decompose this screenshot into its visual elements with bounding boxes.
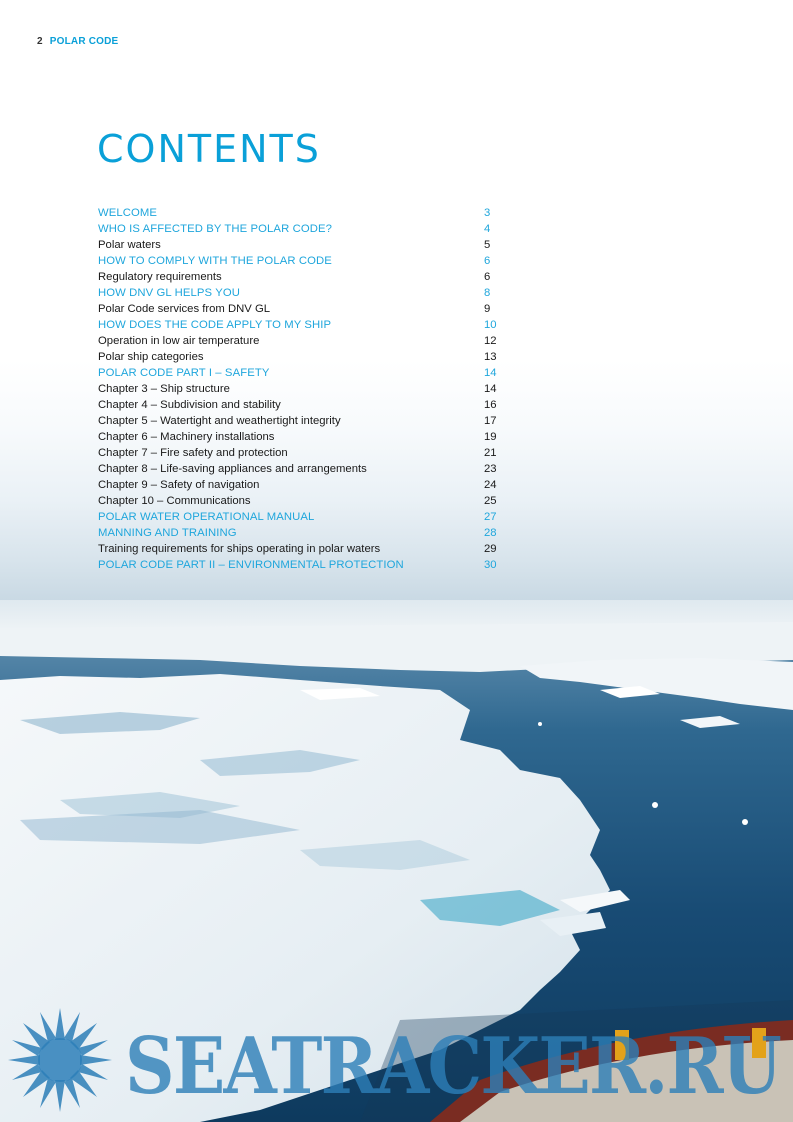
- toc-entry-page: 25: [484, 495, 497, 507]
- toc-entry-label: MANNING AND TRAINING: [98, 527, 237, 539]
- toc-entry-label: Chapter 3 – Ship structure: [98, 383, 230, 395]
- toc-subsection-entry[interactable]: [98, 349, 498, 365]
- running-head-title: POLAR CODE: [49, 36, 119, 47]
- toc-subsection-entry[interactable]: [98, 445, 498, 461]
- toc-entry-page: 14: [484, 383, 497, 395]
- toc-entry-page: 10: [484, 319, 497, 331]
- toc-section-entry[interactable]: [98, 509, 498, 525]
- toc-entry-label: Chapter 10 – Communications: [98, 495, 251, 507]
- toc-entry-label: POLAR WATER OPERATIONAL MANUAL: [98, 511, 315, 523]
- toc-entry-page: 29: [484, 543, 497, 555]
- toc-section-entry[interactable]: [98, 285, 498, 301]
- toc-entry-label: Polar waters: [98, 239, 161, 251]
- toc-entry-label: Chapter 4 – Subdivision and stability: [98, 399, 281, 411]
- toc-subsection-entry[interactable]: [98, 429, 498, 445]
- toc-entry-label: POLAR CODE PART I – SAFETY: [98, 367, 270, 379]
- toc-section-entry[interactable]: [98, 253, 498, 269]
- toc-subsection-entry[interactable]: [98, 381, 498, 397]
- toc-entry-label: HOW TO COMPLY WITH THE POLAR CODE: [98, 255, 332, 267]
- table-of-contents: [98, 205, 498, 573]
- toc-section-entry[interactable]: [98, 525, 498, 541]
- toc-subsection-entry[interactable]: [98, 413, 498, 429]
- toc-subsection-entry[interactable]: [98, 269, 498, 285]
- watermark: [0, 1005, 793, 1122]
- toc-entry-page: 24: [484, 479, 497, 491]
- toc-entry-label: Chapter 5 – Watertight and weathertight integrity: [98, 415, 341, 427]
- toc-entry-page: 3: [484, 207, 491, 219]
- toc-entry-label: POLAR CODE PART II – ENVIRONMENTAL PROTECTION: [98, 559, 404, 571]
- toc-entry-page: 6: [484, 255, 491, 267]
- watermark-text: SEATRACKER.RU: [125, 1021, 781, 1112]
- toc-entry-page: 13: [484, 351, 497, 363]
- toc-section-entry[interactable]: [98, 317, 498, 333]
- toc-entry-page: 9: [484, 303, 491, 315]
- toc-entry-label: Polar ship categories: [98, 351, 204, 363]
- toc-entry-page: 27: [484, 511, 497, 523]
- toc-entry-page: 8: [484, 287, 491, 299]
- toc-subsection-entry[interactable]: [98, 333, 498, 349]
- toc-entry-label: Chapter 6 – Machinery installations: [98, 431, 275, 443]
- toc-section-entry[interactable]: [98, 557, 498, 573]
- toc-subsection-entry[interactable]: [98, 301, 498, 317]
- toc-entry-page: 5: [484, 239, 491, 251]
- toc-entry-label: Chapter 9 – Safety of navigation: [98, 479, 260, 491]
- toc-entry-label: HOW DOES THE CODE APPLY TO MY SHIP: [98, 319, 332, 331]
- toc-subsection-entry[interactable]: [98, 461, 498, 477]
- toc-entry-label: WELCOME: [98, 207, 158, 219]
- toc-entry-page: 12: [484, 335, 497, 347]
- toc-entry-page: 21: [484, 447, 497, 459]
- toc-entry-page: 16: [484, 399, 497, 411]
- toc-entry-page: 19: [484, 431, 497, 443]
- toc-entry-label: Regulatory requirements: [98, 271, 222, 283]
- toc-subsection-entry[interactable]: [98, 477, 498, 493]
- running-head: [37, 36, 118, 47]
- toc-entry-label: Training requirements for ships operating in polar waters: [98, 543, 381, 555]
- toc-entry-label: Polar Code services from DNV GL: [98, 303, 271, 315]
- toc-entry-label: Operation in low air temperature: [98, 335, 260, 347]
- toc-section-entry[interactable]: [98, 365, 498, 381]
- page-number: 2: [37, 36, 43, 47]
- toc-subsection-entry[interactable]: [98, 397, 498, 413]
- toc-entry-page: 28: [484, 527, 497, 539]
- sunburst-logo: [8, 1008, 112, 1112]
- toc-entry-label: Chapter 8 – Life-saving appliances and arrangements: [98, 463, 367, 475]
- toc-subsection-entry[interactable]: [98, 541, 498, 557]
- toc-section-entry[interactable]: [98, 205, 498, 221]
- toc-entry-label: Chapter 7 – Fire safety and protection: [98, 447, 288, 459]
- toc-entry-page: 17: [484, 415, 497, 427]
- toc-entry-label: HOW DNV GL HELPS YOU: [98, 287, 240, 299]
- toc-section-entry[interactable]: [98, 221, 498, 237]
- toc-entry-page: 30: [484, 559, 497, 571]
- toc-entry-page: 14: [484, 367, 497, 379]
- toc-subsection-entry[interactable]: [98, 493, 498, 509]
- page-title: CONTENTS: [97, 127, 321, 172]
- toc-entry-page: 4: [484, 223, 491, 235]
- toc-entry-label: WHO IS AFFECTED BY THE POLAR CODE?: [98, 223, 332, 235]
- toc-subsection-entry[interactable]: [98, 237, 498, 253]
- toc-entry-page: 23: [484, 463, 497, 475]
- toc-entry-page: 6: [484, 271, 491, 283]
